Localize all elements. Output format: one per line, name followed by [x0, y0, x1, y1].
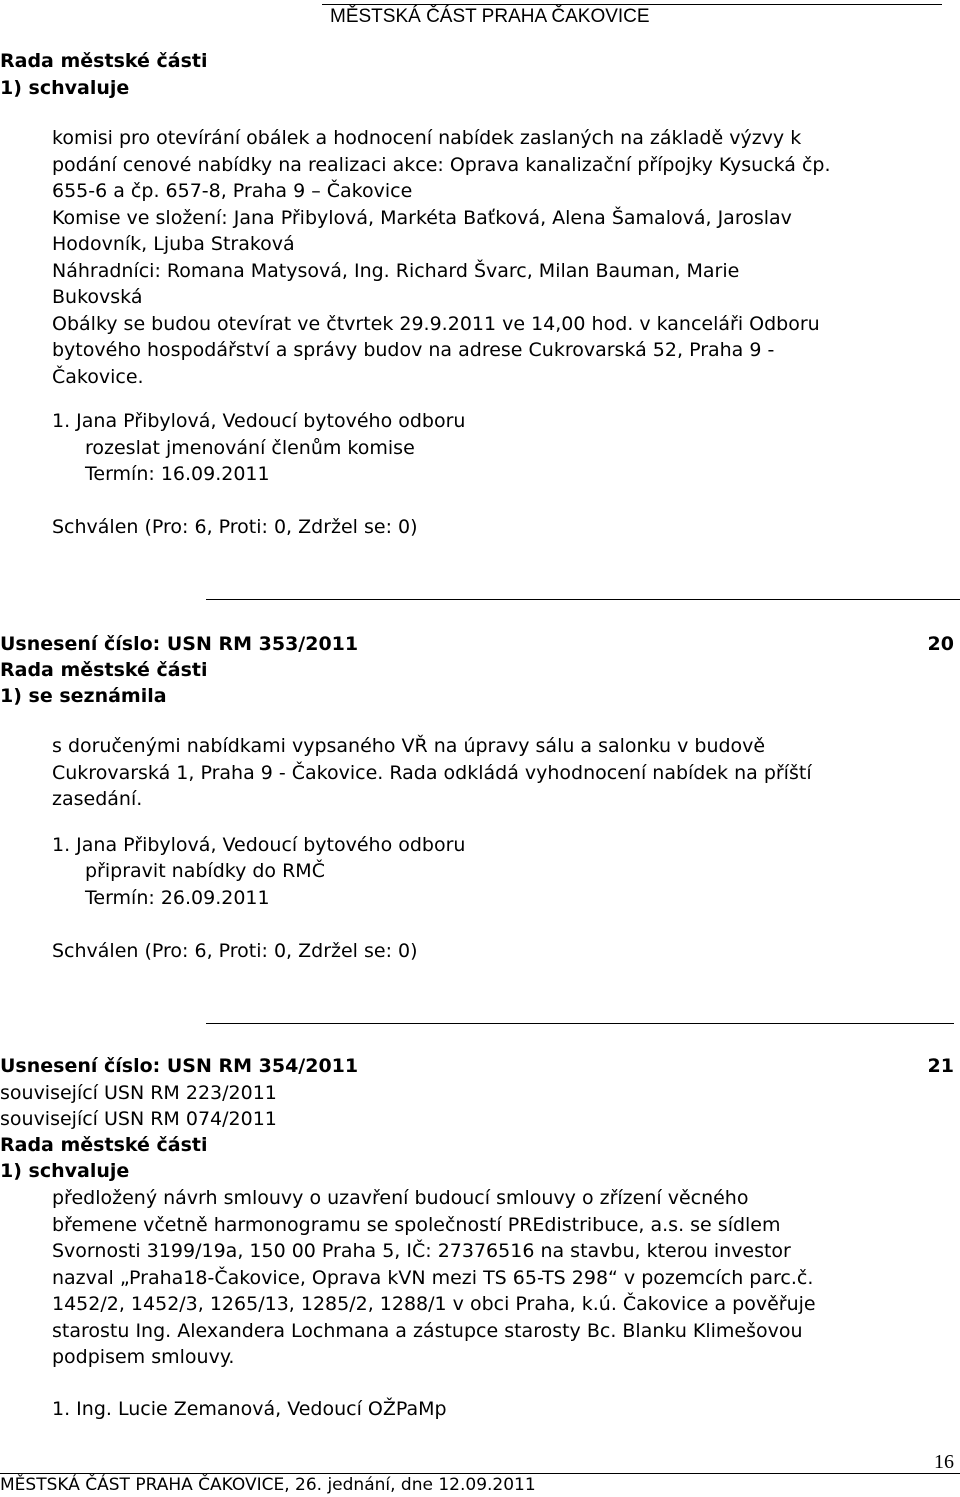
task-text: připravit nabídky do RMČ [85, 860, 325, 882]
rada-heading: Rada městské části [0, 659, 208, 681]
body-line: Svornosti 3199/19a, 150 00 Praha 5, IČ: 27376516 na stavbu, kterou investor [52, 1240, 791, 1262]
task-assignee: 1. Jana Přibylová, Vedoucí bytového odboru [52, 410, 466, 432]
body-line: komisi pro otevírání obálek a hodnocení nabídek zaslaných na základě výzvy k [52, 127, 802, 149]
section-divider [206, 599, 960, 600]
related-resolution: související USN RM 074/2011 [0, 1108, 277, 1130]
resolution-action: 1) se seznámila [0, 685, 167, 707]
task-assignee: 1. Jana Přibylová, Vedoucí bytového odboru [52, 834, 466, 856]
body-line: zasedání. [52, 788, 143, 810]
body-line: Cukrovarská 1, Praha 9 - Čakovice. Rada odkládá vyhodnocení nabídek na příští [52, 761, 812, 784]
page-number: 16 [934, 1451, 954, 1473]
body-line: starostu Ing. Alexandera Lochmana a zástupce starosty Bc. Blanku Klimešovou [52, 1319, 803, 1342]
body-line: Čakovice. [52, 365, 144, 388]
body-line: Komise ve složení: Jana Přibylová, Markéta Baťková, Alena Šamalová, Jaroslav [52, 206, 792, 229]
resolution-number: 21 [927, 1055, 954, 1077]
resolution-body [52, 1185, 932, 1371]
footer-text: MĚSTSKÁ ČÁST PRAHA ČAKOVICE, 26. jednání, dne 12.09.2011 [0, 1475, 536, 1495]
body-line: bytového hospodářství a správy budov na adrese Cukrovarská 52, Praha 9 - [52, 339, 775, 361]
body-line: Bukovská [52, 286, 143, 308]
body-line: podpisem smlouvy. [52, 1346, 235, 1368]
resolution-action: 1) schvaluje [0, 1160, 130, 1182]
body-line: nazval „Praha18-Čakovice, Oprava kVN mezi TS 65-TS 298“ v pozemcích parc.č. [52, 1266, 814, 1289]
body-line: Hodovník, Ljuba Straková [52, 233, 295, 255]
related-resolution: související USN RM 223/2011 [0, 1082, 277, 1104]
body-line: Obálky se budou otevírat ve čtvrtek 29.9.2011 ve 14,00 hod. v kanceláři Odboru [52, 312, 820, 335]
resolution-body [52, 125, 932, 390]
rada-heading: Rada městské části [0, 50, 208, 72]
body-line: s doručenými nabídkami vypsaného VŘ na úpravy sálu a salonku v budově [52, 735, 766, 757]
task-text: rozeslat jmenování členům komise [85, 437, 415, 459]
task-deadline: Termín: 26.09.2011 [85, 887, 270, 909]
body-line: podání cenové nabídky na realizaci akce: Oprava kanalizační přípojky Kysucká čp. [52, 153, 831, 176]
body-line: 655-6 a čp. 657-8, Praha 9 – Čakovice [52, 180, 413, 202]
resolution-body [52, 733, 932, 813]
body-line: předložený návrh smlouvy o uzavření budoucí smlouvy o zřízení věcného [52, 1187, 749, 1209]
resolution-number: 20 [927, 633, 954, 655]
section-divider [206, 1023, 954, 1024]
task-assignee: 1. Ing. Lucie Zemanová, Vedoucí OŽPaMp [52, 1398, 447, 1420]
body-line: 1452/2, 1452/3, 1265/13, 1285/2, 1288/1 v obci Praha, k.ú. Čakovice a pověřuje [52, 1293, 816, 1315]
resolution-title: Usnesení číslo: USN RM 354/2011 [0, 1055, 359, 1077]
header-title: MĚSTSKÁ ČÁST PRAHA ČAKOVICE [330, 6, 650, 27]
resolution-action: 1) schvaluje [0, 77, 130, 99]
vote-result: Schválen (Pro: 6, Proti: 0, Zdržel se: 0) [52, 516, 418, 538]
body-line: břemene včetně harmonogramu se společností PREdistribuce, a.s. se sídlem [52, 1213, 781, 1236]
rada-heading: Rada městské části [0, 1134, 208, 1156]
resolution-title: Usnesení číslo: USN RM 353/2011 [0, 633, 359, 655]
vote-result: Schválen (Pro: 6, Proti: 0, Zdržel se: 0) [52, 940, 418, 962]
body-line: Náhradníci: Romana Matysová, Ing. Richard Švarc, Milan Bauman, Marie [52, 259, 740, 282]
task-deadline: Termín: 16.09.2011 [85, 463, 270, 485]
